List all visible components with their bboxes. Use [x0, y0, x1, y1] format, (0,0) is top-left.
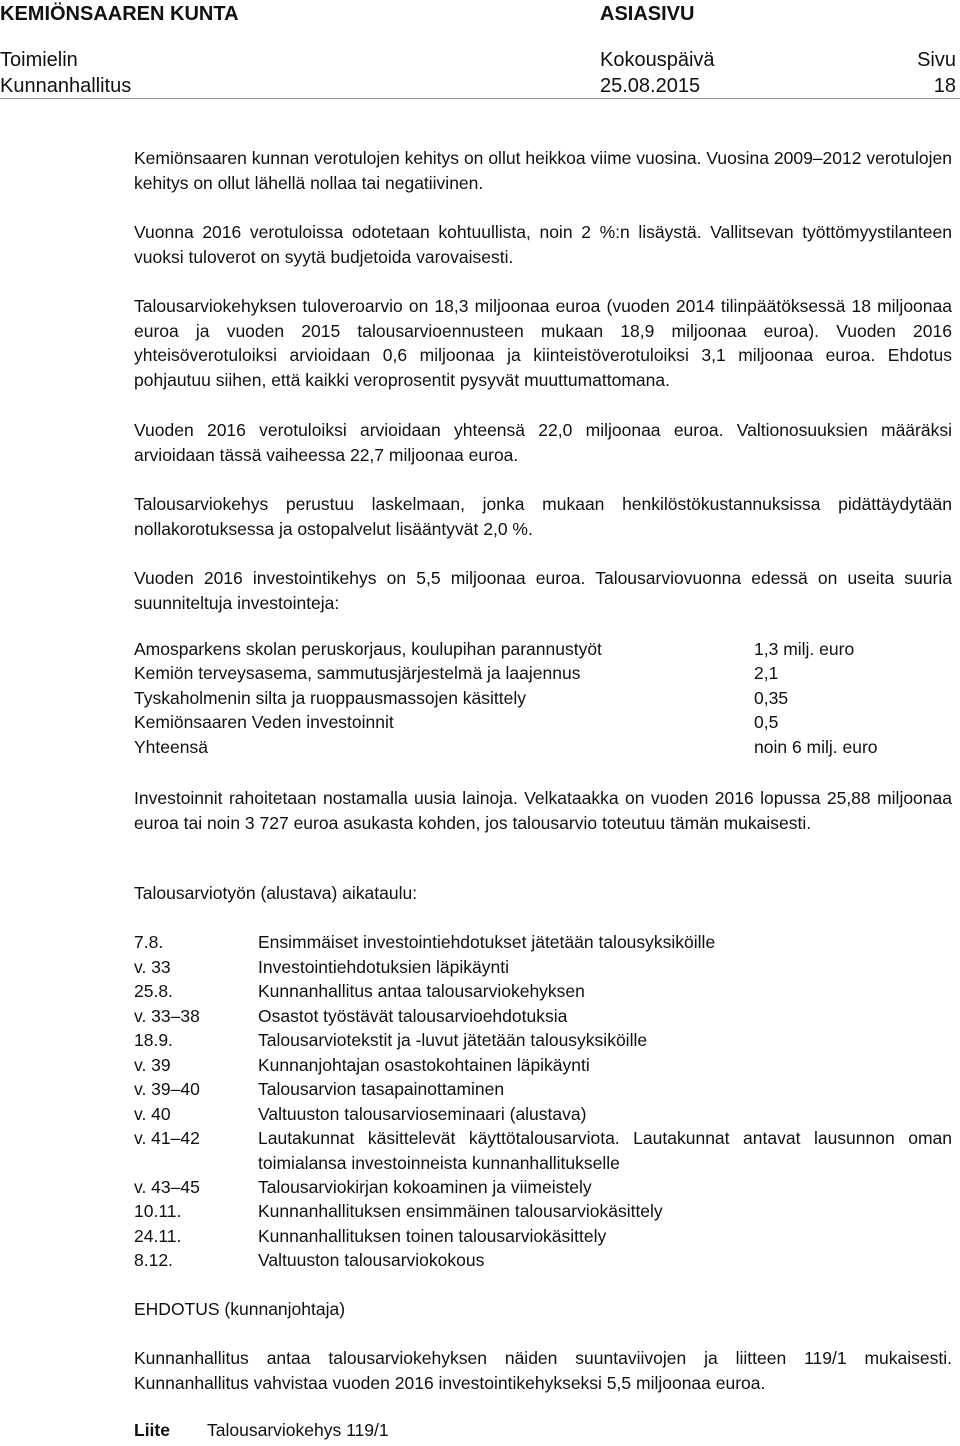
schedule-date: 25.8.: [134, 981, 173, 1001]
schedule-desc: Lautakunnat käsittelevät käyttötalousarviota. Lautakunnat antavat lausunnon oman toimialansa investoinneista kunnanhallitukselle: [258, 1128, 952, 1173]
schedule-desc: Talousarviotekstit ja -luvut jätetään talousyksiköille: [258, 1030, 648, 1050]
schedule-desc: Kunnanhallituksen ensimmäinen talousarviokäsittely: [258, 1201, 663, 1221]
investment-row: [134, 661, 952, 686]
investment-amount: 1,3 milj. euro: [754, 639, 855, 659]
schedule-desc: Valtuuston talousarviokokous: [258, 1250, 485, 1270]
page-number: 18: [933, 75, 956, 97]
schedule-date: 18.9.: [134, 1030, 173, 1050]
schedule-desc: Investointiehdotuksien läpikäynti: [258, 957, 509, 977]
investment-name: Amosparkens skolan peruskorjaus, koulupihan parannustyöt: [134, 639, 602, 659]
schedule-title: Talousarviotyön (alustava) aikataulu:: [134, 883, 418, 903]
schedule-date: v. 33: [134, 957, 171, 977]
proposal-text: Kunnanhallitus antaa talousarviokehyksen näiden suuntaviivojen ja liitteen 119/1 mukaisesti. Kunnanhallitus vahvistaa vuoden 2016 investointikehykseksi 5,5 miljoonaa euroa.: [134, 1348, 952, 1393]
investment-name: Kemiön terveysasema, sammutusjärjestelmä ja laajennus: [134, 663, 581, 683]
investment-total-amount: noin 6 milj. euro: [754, 737, 878, 757]
schedule-desc: Talousarvion tasapainottaminen: [258, 1079, 505, 1099]
page-label: Sivu: [917, 49, 956, 71]
organ-label: Toimielin: [0, 49, 78, 71]
organ-value: Kunnanhallitus: [0, 75, 132, 97]
attachment-line: [134, 1418, 389, 1442]
paragraph-financing: Investoinnit rahoitetaan nostamalla uusia lainoja. Velkataakka on vuoden 2016 lopussa 25,88 miljoonaa euroa tai noin 3 727 euroa asukasta kohden, jos talousarvio toteutuu tämän mukaisesti.: [134, 788, 952, 833]
date-value: 25.08.2015: [600, 75, 701, 97]
schedule-date: v. 33–38: [134, 1006, 200, 1026]
paragraph-tax-estimate: Talousarviokehyksen tuloveroarvio on 18,3 miljoonaa euroa (vuoden 2014 tilinpäätöksessä 18 miljoonaa euroa ja vuoden 2015 talousarvioennusteen mukaan 18,9 miljoonaa euroa). Vuoden 2016 yhteisöverotuloiksi arvioidaan 0,6 miljoonaa ja kiinteistöverotuloiksi 3,1 miljoonaa euroa. Ehdotus pohjautuu siihen, että kaikki veroprosentit pysyvät muuttumattomana.: [134, 296, 952, 390]
schedule-date: v. 43–45: [134, 1177, 200, 1197]
schedule-desc: Osastot työstävät talousarvioehdotuksia: [258, 1006, 568, 1026]
investment-total-label: Yhteensä: [134, 737, 208, 757]
investment-amount: 2,1: [754, 663, 779, 683]
schedule-date: 7.8.: [134, 932, 164, 952]
investment-amount: 0,5: [754, 712, 779, 732]
schedule-desc: Talousarviokirjan kokoaminen ja viimeistely: [258, 1177, 592, 1197]
paragraph-personnel-costs: Talousarviokehys perustuu laskelmaan, jonka mukaan henkilöstökustannuksissa pidättäydytään nollakorotuksessa ja ostopalvelut lisääntyvät 2,0 %.: [134, 494, 952, 539]
proposal-title: EHDOTUS (kunnanjohtaja): [134, 1299, 346, 1319]
investment-name: Tyskaholmenin silta ja ruoppausmassojen käsittely: [134, 688, 526, 708]
schedule-desc: Valtuuston talousarvioseminaari (alustava): [258, 1104, 587, 1124]
schedule-desc: Kunnanhallituksen toinen talousarviokäsittely: [258, 1226, 607, 1246]
schedule-desc: Ensimmäiset investointiehdotukset jätetään talousyksiköille: [258, 932, 716, 952]
schedule-desc: Kunnanhallitus antaa talousarviokehyksen: [258, 981, 585, 1001]
schedule-date: v. 39: [134, 1055, 171, 1075]
schedule-date: v. 39–40: [134, 1079, 200, 1099]
paragraph-tax-outlook: Vuonna 2016 verotuloissa odotetaan kohtuullista, noin 2 %:n lisäystä. Vallitsevan työttömyystilanteen vuoksi tuloverot on syytä budjetoida varovaisesti.: [134, 222, 952, 267]
investment-total-row: [134, 735, 952, 760]
date-label: Kokouspäivä: [600, 49, 715, 71]
paragraph-total-revenue: Vuoden 2016 verotuloiksi arvioidaan yhteensä 22,0 miljoonaa euroa. Valtionosuuksien määräksi arvioidaan tässä vaiheessa 22,7 miljoonaa euroa.: [134, 420, 952, 465]
header-divider: [0, 98, 960, 99]
schedule-desc: Kunnanjohtajan osastokohtainen läpikäynti: [258, 1055, 590, 1075]
paragraph-investment-frame: Vuoden 2016 investointikehys on 5,5 miljoonaa euroa. Talousarviovuonna edessä on useita suuria suunniteltuja investointeja:: [134, 568, 952, 613]
municipality-name: KEMIÖNSAAREN KUNTA: [0, 3, 239, 25]
investment-row: [134, 686, 952, 711]
investment-row: [134, 637, 952, 662]
schedule-date: 10.11.: [134, 1201, 182, 1221]
investment-name: Kemiönsaaren Veden investoinnit: [134, 712, 394, 732]
attachment-label: Liite: [134, 1420, 170, 1440]
schedule-date: v. 40: [134, 1104, 171, 1124]
investment-amount: 0,35: [754, 688, 789, 708]
schedule-date: 24.11.: [134, 1226, 182, 1246]
schedule-date: 8.12.: [134, 1250, 173, 1270]
paragraph-tax-development: Kemiönsaaren kunnan verotulojen kehitys on ollut heikkoa viime vuosina. Vuosina 2009–2012 verotulojen kehitys on ollut lähellä nollaa tai negatiivinen.: [134, 148, 952, 193]
document-type: ASIASIVU: [600, 3, 695, 25]
schedule-date: v. 41–42: [134, 1128, 200, 1148]
attachment-value: Talousarviokehys 119/1: [207, 1420, 389, 1440]
investment-row: [134, 710, 952, 735]
